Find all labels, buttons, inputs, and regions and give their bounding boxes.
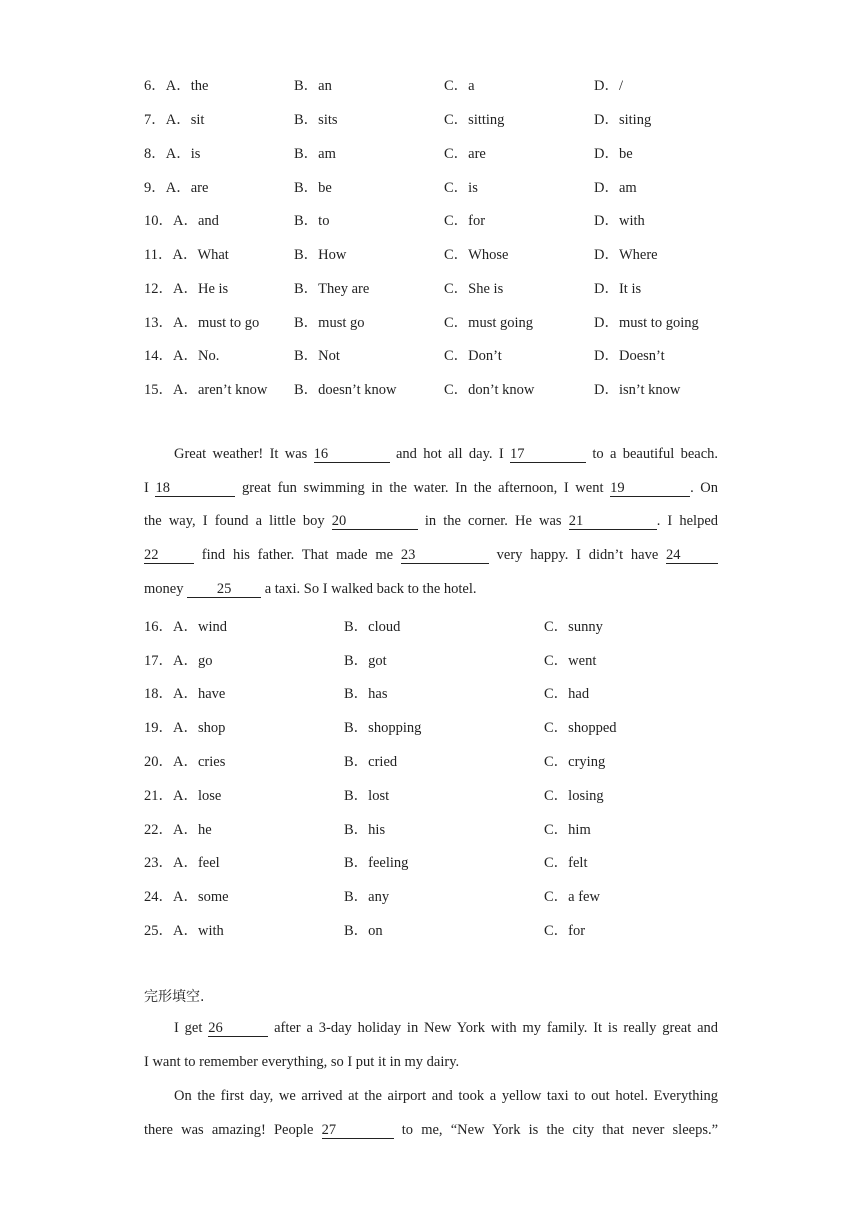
question-18-options — [144, 682, 744, 702]
option-a: 22．A．he — [144, 822, 212, 838]
question-6-options — [144, 74, 744, 94]
option-a: 21．A．lose — [144, 788, 222, 804]
option-d: D．isn’t know — [594, 382, 681, 398]
option-a: 24．A．some — [144, 889, 229, 905]
passage-line: I 18 great fun swimming in the water. In the afternoon, I went 19 . On — [144, 480, 718, 496]
option-b: B．cried — [344, 754, 398, 770]
option-a: 23．A．feel — [144, 855, 220, 871]
blank-25[interactable]: 25 — [187, 582, 261, 598]
question-24-options — [144, 885, 744, 905]
option-d: D．/ — [594, 78, 623, 94]
option-d: D．be — [594, 146, 633, 162]
question-7-options — [144, 108, 744, 128]
option-d: D．siting — [594, 112, 652, 128]
option-d: D．Where — [594, 247, 658, 263]
option-a: 13．A．must to go — [144, 315, 260, 331]
option-b: B．any — [344, 889, 390, 905]
blank-16[interactable]: 16 — [314, 447, 390, 463]
option-a: 10．A．and — [144, 213, 219, 229]
passage-line: Great weather! It was 16 and hot all day. I 17 to a beautiful beach. — [174, 446, 719, 462]
option-c: C．Whose — [444, 247, 509, 263]
option-a: 15．A．aren’t know — [144, 382, 268, 398]
question-10-options — [144, 209, 744, 229]
option-c: C．crying — [544, 754, 606, 770]
option-b: B．They are — [294, 281, 370, 297]
question-20-options — [144, 750, 744, 770]
question-22-options — [144, 818, 744, 838]
option-b: B．am — [294, 146, 336, 162]
blank-19[interactable]: 19 — [610, 481, 690, 497]
passage-line: On the first day, we arrived at the airport and took a yellow taxi to out hotel. Everything — [174, 1088, 718, 1104]
blank-26[interactable]: 26 — [208, 1021, 268, 1037]
option-c: C．a few — [544, 889, 600, 905]
option-c: C．for — [544, 923, 586, 939]
option-c: C．losing — [544, 788, 604, 804]
blank-17[interactable]: 17 — [510, 447, 586, 463]
option-b: B．cloud — [344, 619, 401, 635]
passage-line: 22 find his father. That made me 23 very happy. I didn’t have 24 — [144, 547, 718, 567]
option-d: D．must to going — [594, 315, 699, 331]
question-23-options — [144, 851, 744, 871]
option-b: B．got — [344, 653, 387, 669]
option-b: B．has — [344, 686, 388, 702]
question-16-options — [144, 615, 744, 635]
passage-line: there was amazing! People 27 to me, “New York is the city that never sleeps.” — [144, 1122, 719, 1138]
option-b: B．be — [294, 180, 332, 196]
option-c: C．don’t know — [444, 382, 535, 398]
question-21-options — [144, 784, 744, 804]
option-a: 20．A．cries — [144, 754, 226, 770]
option-c: C．a — [444, 78, 475, 94]
question-13-options — [144, 311, 744, 331]
option-d: D．Doesn’t — [594, 348, 665, 364]
option-b: B．doesn’t know — [294, 382, 397, 398]
question-14-options — [144, 344, 744, 364]
blank-23[interactable]: 23 — [401, 548, 489, 564]
blank-18[interactable]: 18 — [155, 481, 235, 497]
option-c: C．sitting — [444, 112, 505, 128]
question-11-options — [144, 243, 744, 263]
option-c: C．are — [444, 146, 486, 162]
option-a: 19．A．shop — [144, 720, 226, 736]
blank-27[interactable]: 27 — [322, 1123, 394, 1139]
option-b: B．lost — [344, 788, 390, 804]
option-c: C．must going — [444, 315, 534, 331]
option-a: 16．A．wind — [144, 619, 227, 635]
option-b: B．to — [294, 213, 330, 229]
option-a: 25．A．with — [144, 923, 224, 939]
option-b: B．How — [294, 247, 347, 263]
option-a: 9．A．are — [144, 180, 209, 196]
option-a: 8．A．is — [144, 146, 201, 162]
option-c: C．him — [544, 822, 591, 838]
question-8-options — [144, 142, 744, 162]
option-c: C．went — [544, 653, 597, 669]
question-19-options — [144, 716, 744, 736]
question-15-options — [144, 378, 744, 398]
section-heading: 完形填空. — [144, 989, 205, 1005]
option-c: C．for — [444, 213, 486, 229]
option-b: B．his — [344, 822, 386, 838]
blank-24[interactable]: 24 — [666, 548, 718, 564]
option-b: B．on — [344, 923, 383, 939]
option-d: D．am — [594, 180, 637, 196]
blank-21[interactable]: 21 — [569, 514, 657, 530]
passage-line: money 25 a taxi. So I walked back to the hotel. — [144, 581, 477, 597]
option-c: C．Don’t — [444, 348, 502, 364]
blank-22[interactable]: 22 — [144, 548, 194, 564]
option-c: C．sunny — [544, 619, 603, 635]
passage-line: I get 26 after a 3-day holiday in New York with my family. It is really great and — [174, 1020, 719, 1036]
option-c: C．She is — [444, 281, 504, 297]
option-c: C．shopped — [544, 720, 617, 736]
option-a: 11．A．What — [144, 247, 229, 263]
option-d: D．with — [594, 213, 645, 229]
option-c: C．felt — [544, 855, 588, 871]
question-25-options — [144, 919, 744, 939]
option-a: 18．A．have — [144, 686, 226, 702]
question-9-options — [144, 176, 744, 196]
option-a: 14．A．No. — [144, 348, 220, 364]
option-b: B．an — [294, 78, 332, 94]
question-12-options — [144, 277, 744, 297]
option-b: B．shopping — [344, 720, 422, 736]
passage-line: the way, I found a little boy 20 in the corner. He was 21 . I helped — [144, 513, 719, 529]
option-a: 6．A．the — [144, 78, 209, 94]
option-b: B．Not — [294, 348, 340, 364]
option-b: B．feeling — [344, 855, 409, 871]
blank-20[interactable]: 20 — [332, 514, 418, 530]
passage-line: I want to remember everything, so I put it in my dairy. — [144, 1054, 460, 1070]
option-c: C．is — [444, 180, 478, 196]
option-c: C．had — [544, 686, 590, 702]
question-17-options — [144, 649, 744, 669]
option-b: B．must go — [294, 315, 365, 331]
option-d: D．It is — [594, 281, 642, 297]
option-a: 7．A．sit — [144, 112, 205, 128]
option-b: B．sits — [294, 112, 338, 128]
option-a: 12．A．He is — [144, 281, 229, 297]
option-a: 17．A．go — [144, 653, 213, 669]
